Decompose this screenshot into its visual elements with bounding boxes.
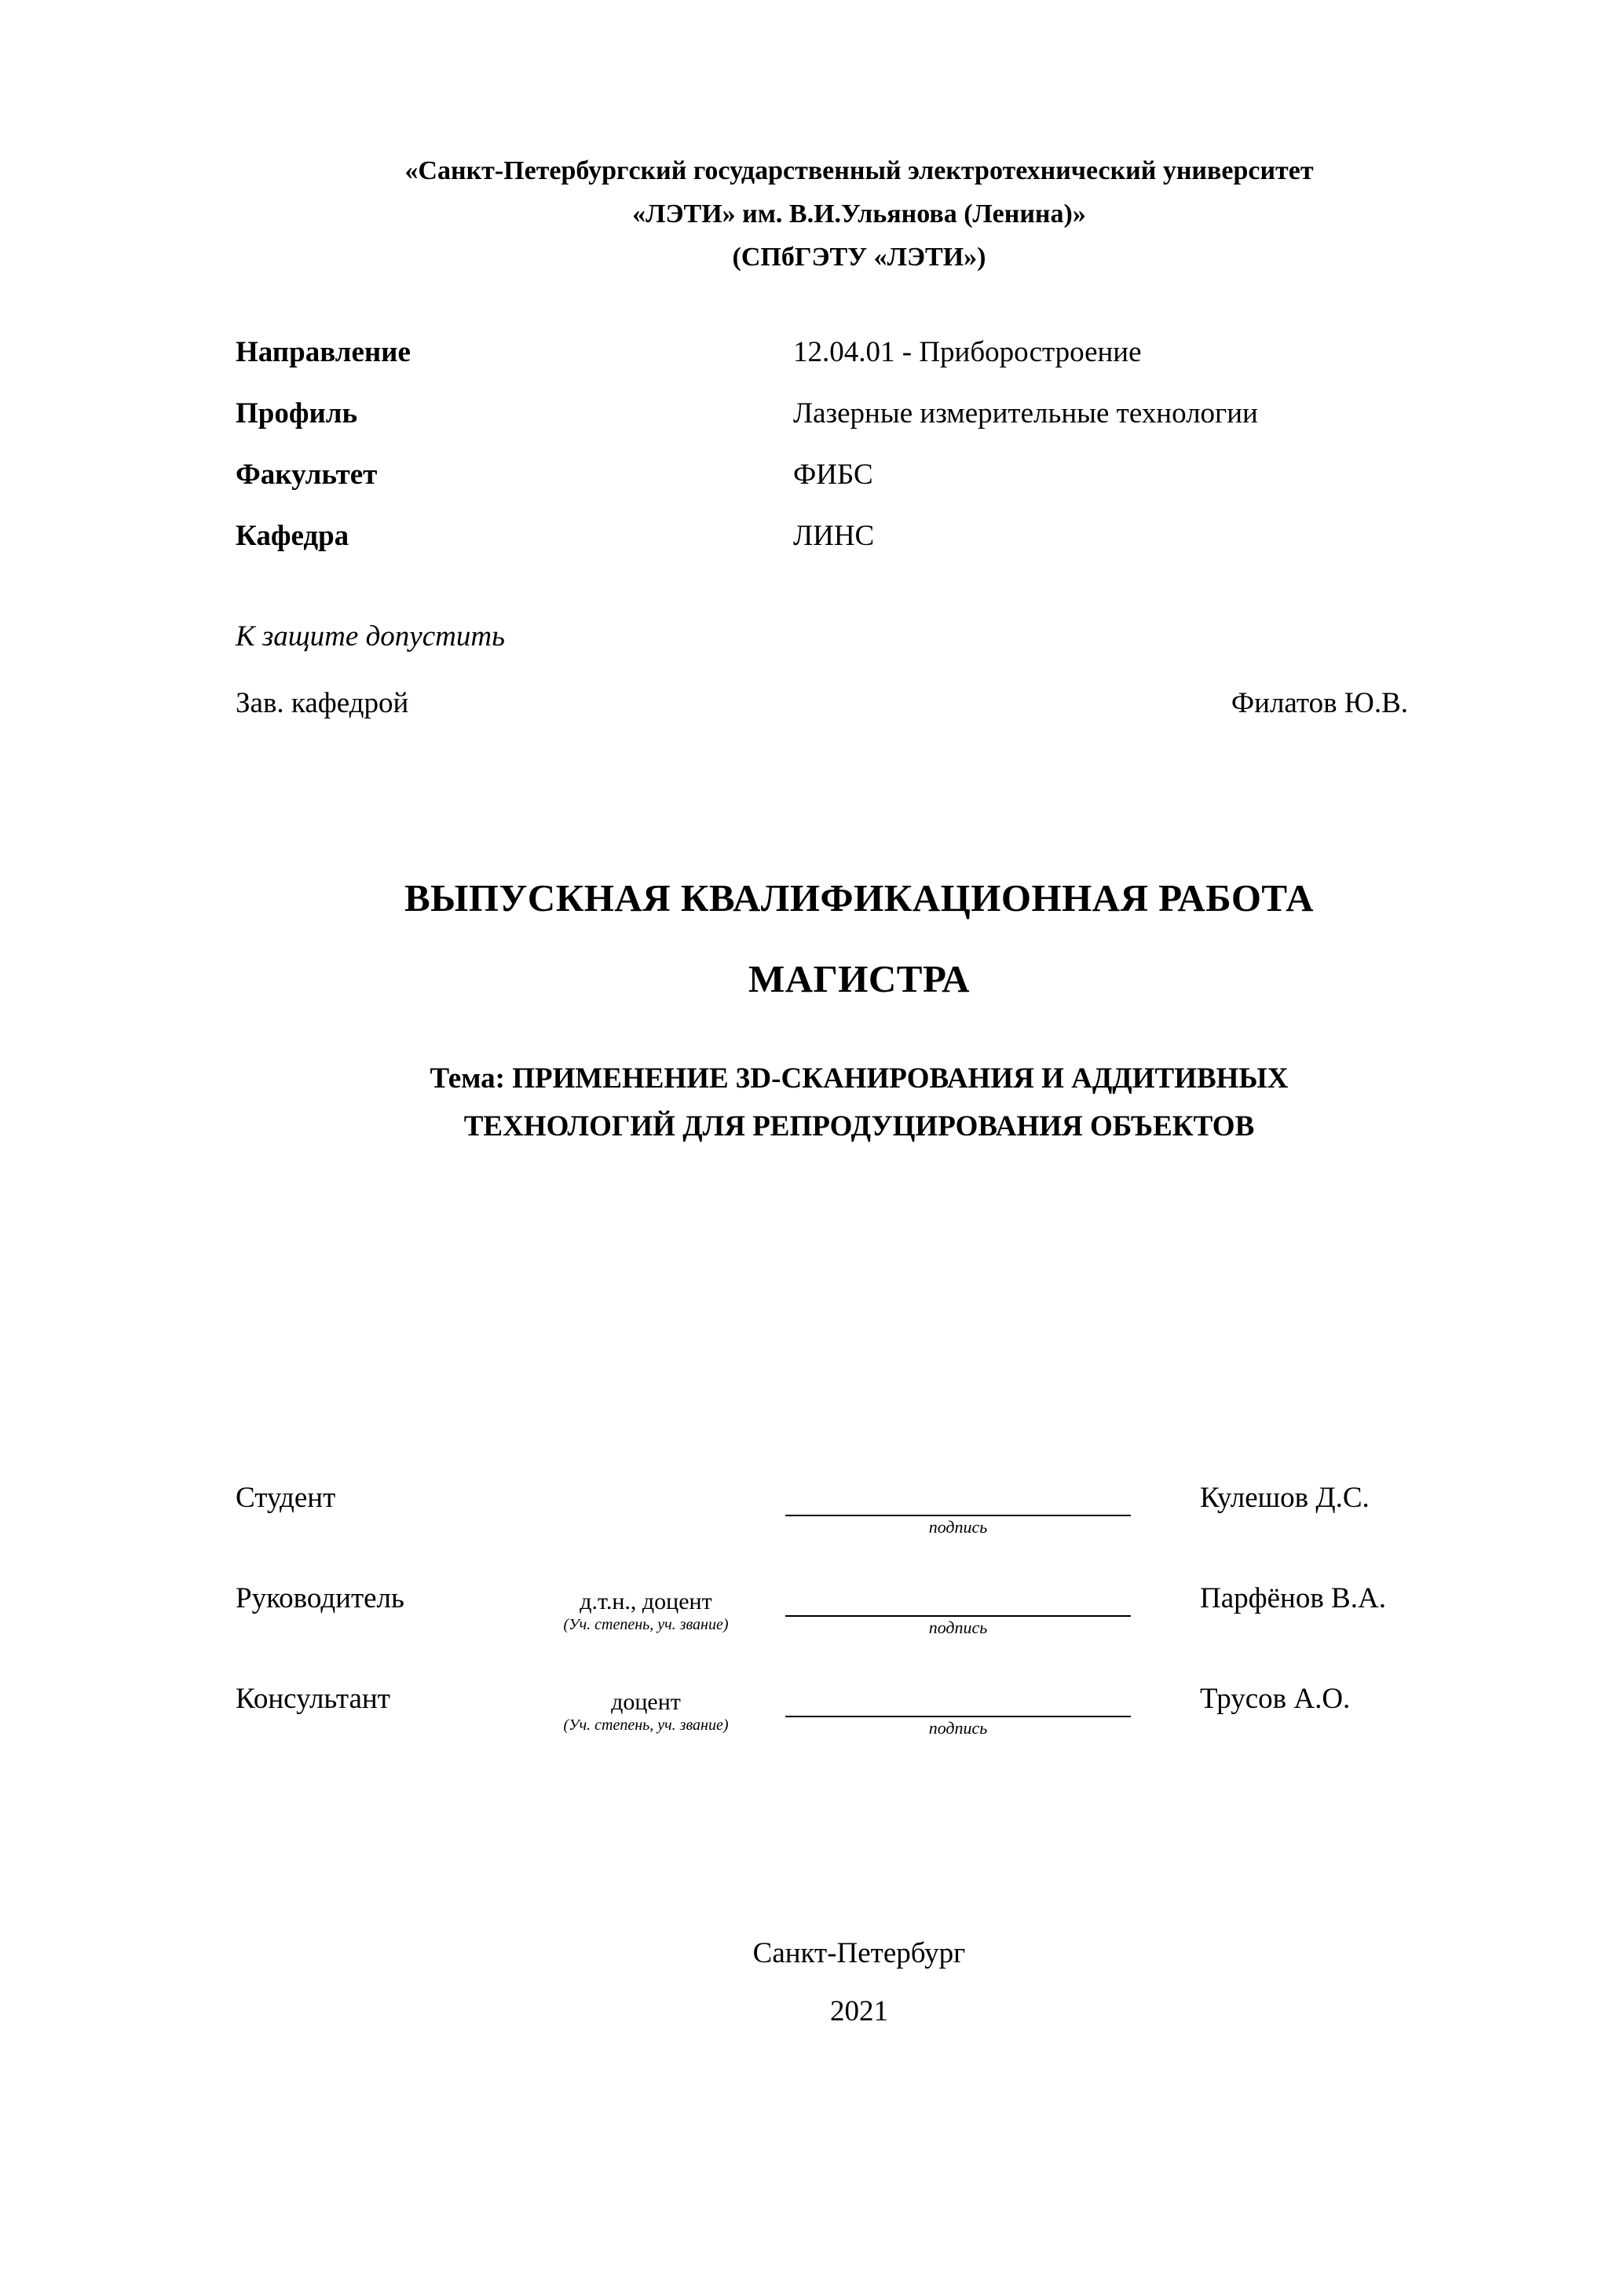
approval-role: Зав. кафедрой — [236, 687, 409, 719]
student-signature-caption: подпись — [928, 1517, 988, 1537]
student-degree-column — [507, 1480, 785, 1488]
approval-permission: К защите допустить — [236, 620, 505, 653]
program-info-section — [236, 335, 1483, 553]
footer-year: 2021 — [830, 1995, 888, 2027]
info-row-profile — [236, 397, 1483, 430]
supervisor-degree-caption: (Уч. степень, уч. звание) — [563, 1616, 729, 1633]
consultant-name: Трусов А.О. — [1200, 1683, 1351, 1715]
student-name: Кулешов Д.С. — [1200, 1482, 1370, 1514]
department-value: ЛИНС — [793, 520, 875, 552]
consultant-degree-caption: (Уч. степень, уч. звание) — [563, 1717, 729, 1734]
consultant-signature-line — [785, 1681, 1131, 1717]
university-name-line1: «Санкт-Петербургский государственный электротехнический университет — [404, 156, 1314, 185]
thesis-theme-line1: Тема: ПРИМЕНЕНИЕ 3D-СКАНИРОВАНИЯ И АДДИТИВНЫХ — [430, 1062, 1289, 1095]
direction-value: 12.04.01 - Приборостроение — [793, 336, 1142, 368]
info-row-department — [236, 519, 1483, 553]
supervisor-signature-line — [785, 1581, 1131, 1617]
signature-row-student — [236, 1480, 1483, 1538]
signature-row-supervisor — [236, 1581, 1483, 1639]
consultant-signature-column — [785, 1681, 1131, 1739]
info-row-direction — [236, 335, 1483, 369]
faculty-value: ФИБС — [793, 459, 873, 491]
supervisor-signature-column — [785, 1581, 1131, 1639]
signatures-section — [236, 1480, 1483, 1739]
approval-row — [236, 686, 1483, 720]
consultant-signature-caption: подпись — [928, 1718, 988, 1738]
university-abbreviation: (СПбГЭТУ «ЛЭТИ») — [732, 243, 986, 272]
approval-name: Филатов Ю.В. — [1231, 687, 1408, 719]
faculty-label: Факультет — [236, 459, 378, 491]
profile-label: Профиль — [236, 397, 358, 430]
thesis-title-line2: МАГИСТРА — [748, 957, 971, 1000]
thesis-title — [236, 857, 1483, 1019]
signature-row-consultant — [236, 1681, 1483, 1739]
supervisor-name: Парфёнов В.А. — [1200, 1582, 1386, 1614]
university-name-line2: «ЛЭТИ» им. В.И.Ульянова (Ленина)» — [632, 199, 1086, 229]
student-signature-line — [785, 1480, 1131, 1516]
student-degree — [507, 1480, 785, 1488]
consultant-role-label: Консультант — [236, 1683, 390, 1715]
footer — [236, 1936, 1483, 2030]
supervisor-signature-caption: подпись — [928, 1618, 988, 1637]
thesis-title-line1: ВЫПУСКНАЯ КВАЛИФИКАЦИОННАЯ РАБОТА — [404, 876, 1315, 919]
student-signature-column — [785, 1480, 1131, 1538]
profile-value: Лазерные измерительные технологии — [793, 397, 1258, 430]
consultant-degree-column — [507, 1681, 785, 1735]
student-role-label: Студент — [236, 1482, 336, 1514]
thesis-theme-line2: ТЕХНОЛОГИЙ ДЛЯ РЕПРОДУЦИРОВАНИЯ ОБЪЕКТОВ — [463, 1110, 1255, 1143]
direction-label: Направление — [236, 336, 411, 368]
supervisor-degree: д.т.н., доцент — [580, 1589, 712, 1614]
supervisor-role-label: Руководитель — [236, 1582, 404, 1614]
university-header — [236, 149, 1483, 279]
department-label: Кафедра — [236, 520, 349, 552]
info-row-faculty — [236, 458, 1483, 492]
approval-section — [236, 620, 1483, 720]
footer-city: Санкт-Петербург — [752, 1937, 966, 1969]
supervisor-degree-column — [507, 1581, 785, 1634]
consultant-degree: доцент — [611, 1689, 681, 1715]
thesis-theme — [236, 1055, 1483, 1150]
